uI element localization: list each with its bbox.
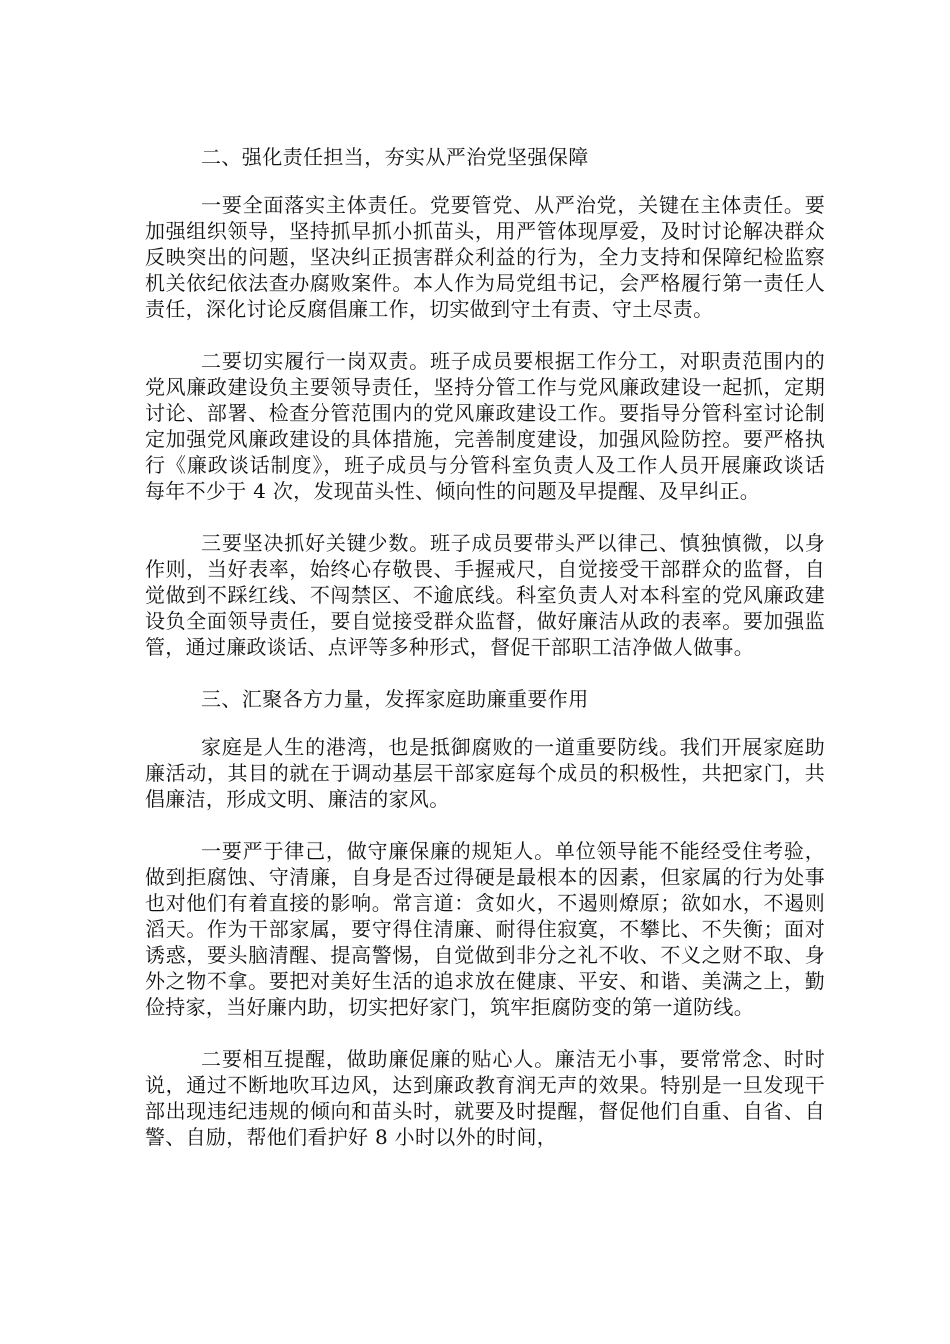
paragraph: 二要相互提醒，做助廉促廉的贴心人。廉洁无小事，要常常念、时时说，通过不断地吹耳边风，达到廉政教育润无声的效果。特别是一旦发现干部出现违纪违规的倾向和苗头时，就要及时提醒，督促他们自重、自省、自警、自励，帮他们看护好 8 小时以外的时间， xyxy=(145,1047,825,1149)
paragraph: 家庭是人生的港湾，也是抵御腐败的一道重要防线。我们开展家庭助廉活动，其目的就在于调动基层干部家庭每个成员的积极性，共把家门，共倡廉洁，形成文明、廉洁的家风。 xyxy=(145,735,825,811)
section-heading-3: 三、汇聚各方力量，发挥家庭助廉重要作用 xyxy=(201,687,589,711)
paragraph: 一要严于律己，做守廉保廉的规矩人。单位领导能不能经受住考验，做到拒腐蚀、守清廉，自身是否过得硬是最根本的因素，但家属的行为处事也对他们有着直接的影响。常言道：贪如火，不遏则燎原；欲如水，不遏则滔天。作为干部家属，要守得住清廉、耐得住寂寞，不攀比、不失衡；面对诱惑，要头脑清醒、提高警惕，自觉做到非分之礼不收、不义之财不取、身外之物不拿。要把对美好生活的追求放在健康、平安、和谐、美满之上，勤俭持家，当好廉内助，切实把好家门，筑牢拒腐防变的第一道防线。 xyxy=(145,839,825,1019)
section-heading-2: 二、强化责任担当，夯实从严治党坚强保障 xyxy=(201,145,589,169)
paragraph: 二要切实履行一岗双责。班子成员要根据工作分工，对职责范围内的党风廉政建设负主要领导责任，坚持分管工作与党风廉政建设一起抓，定期讨论、部署、检查分管范围内的党风廉政建设工作。要指导分管科室讨论制定加强党风廉政建设的具体措施，完善制度建设，加强风险防控。要严格执行《廉政谈话制度》，班子成员与分管科室负责人及工作人员开展廉政谈话每年不少于 4 次，发现苗头性、倾向性的问题及早提醒、及早纠正。 xyxy=(145,349,825,503)
document-page xyxy=(145,144,825,1150)
paragraph: 一要全面落实主体责任。党要管党、从严治党，关键在主体责任。要加强组织领导，坚持抓早抓小抓苗头，用严管体现厚爱，及时讨论解决群众反映突出的问题，坚决纠正损害群众利益的行为，全力支持和保障纪检监察机关依纪依法查办腐败案件。本人作为局党组书记，会严格履行第一责任人责任，深化讨论反腐倡廉工作，切实做到守土有责、守土尽责。 xyxy=(145,193,825,321)
paragraph: 三要坚决抓好关键少数。班子成员要带头严以律己、慎独慎微，以身作则，当好表率，始终心存敬畏、手握戒尺，自觉接受干部群众的监督，自觉做到不踩红线、不闯禁区、不逾底线。科室负责人对本科室的党风廉政建设负全面领导责任，要自觉接受群众监督，做好廉洁从政的表率。要加强监管，通过廉政谈话、点评等多种形式，督促干部职工洁净做人做事。 xyxy=(145,531,825,659)
